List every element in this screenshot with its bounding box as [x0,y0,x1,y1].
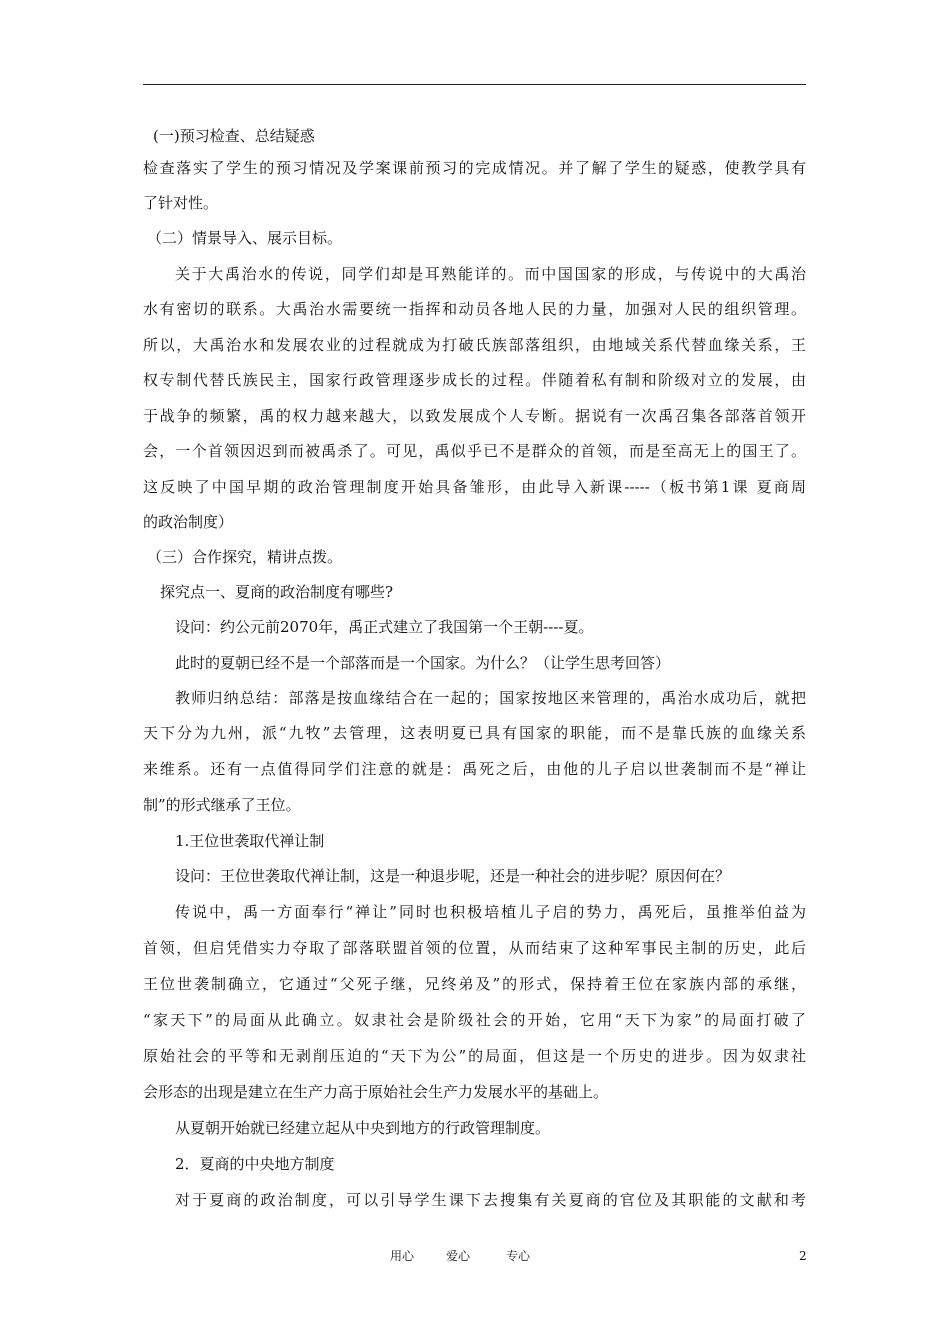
footer-motto-3: 专心 [506,1249,531,1263]
page-number: 2 [799,1249,807,1263]
paragraph-line: 首领，但启凭借实力夺取了部落联盟首领的位置，从而结束了这种军事民主制的历史，此后 [143,939,806,957]
paragraph-line: 水有密切的联系。大禹治水需要统一指挥和动员各地人民的力量，加强对人民的组织管理。 [143,300,806,318]
paragraph-line: “家天下”的局面从此确立。奴隶社会是阶级社会的开始，它用“天下为家”的局面打破了 [143,1011,806,1029]
numbered-heading-1: 1.王位世袭取代禅让制 [175,832,325,850]
paragraph-line: 于战争的频繁，禹的权力越来越大，以致发展成个人专断。据说有一次禹召集各部落首领开 [143,407,806,425]
section-heading-2: （二）情景导入、展示目标。 [147,229,343,247]
subsection-heading: 探究点一、夏商的政治制度有哪些? [160,583,394,601]
section-heading-1: (一)预习检查、总结疑惑 [153,127,315,145]
paragraph-line: 的政治制度） [143,513,234,531]
paragraph-line: 从夏朝开始就已经建立起从中央到地方的行政管理制度。 [175,1119,551,1137]
header-rule [143,84,806,85]
paragraph-line: 教师归纳总结：部落是按血缘结合在一起的；国家按地区来管理的，禹治水成功后，就把 [175,689,806,707]
footer-motto-1: 用心 [390,1249,415,1263]
paragraph-line: 会，一个首领因迟到而被禹杀了。可见，禹似乎已不是群众的首领，而是至高无上的国王了。 [143,442,806,460]
question-line: 设问：约公元前2070年，禹正式建立了我国第一个王朝----夏。 [175,618,594,636]
paragraph-line: 关于大禹治水的传说，同学们却是耳熟能详的。而中国国家的形成，与传说中的大禹治 [175,265,806,283]
paragraph-line: 所以，大禹治水和发展农业的过程就成为打破氏族部落组织，由地域关系代替血缘关系，王 [143,336,806,354]
paragraph-line: 检查落实了学生的预习情况及学案课前预习的完成情况。并了解了学生的疑惑，使教学具有 [143,159,806,177]
section-heading-3: （三）合作探究，精讲点拨。 [147,548,343,566]
paragraph-line: 天下分为九州，派“九牧”去管理，这表明夏已具有国家的职能，而不是靠氏族的血缘关系 [143,724,806,742]
paragraph-line: 传说中，禹一方面奉行“禅让”同时也积极培植儿子启的势力，禹死后，虽推举伯益为 [175,903,806,921]
paragraph-line: 对于夏商的政治制度，可以引导学生课下去搜集有关夏商的官位及其职能的文献和考 [175,1191,806,1209]
paragraph-line: 会形态的出现是建立在生产力高于原始社会生产力发展水平的基础上。 [143,1083,609,1101]
paragraph-line: 此时的夏朝已经不是一个部落而是一个国家。为什么？（让学生思考回答） [175,654,671,672]
paragraph-line: 来维系。还有一点值得同学们注意的就是：禹死之后，由他的儿子启以世袭制而不是“禅让 [143,760,806,778]
paragraph-line: 王位世袭制确立，它通过“父死子继，兄终弟及”的形式，保持着王位在家族内部的承继， [143,975,806,993]
paragraph-line: 了针对性。 [143,194,219,212]
question-line: 设问：王位世袭取代禅让制，这是一种退步呢，还是一种社会的进步呢？原因何在？ [175,867,731,885]
paragraph-line: 这反映了中国早期的政治管理制度开始具备雏形，由此导入新课-----（板书第1课 夏商周 [143,478,806,496]
paragraph-line: 权专制代替氏族民主，国家行政管理逐步成长的过程。伴随着私有制和阶级对立的发展，由 [143,371,806,389]
footer-motto-2: 爱心 [446,1249,471,1263]
numbered-heading-2: 2．夏商的中央地方制度 [175,1155,335,1173]
paragraph-line: 制”的形式继承了王位。 [143,796,301,814]
paragraph-line: 原始社会的平等和无剥削压迫的“天下为公”的局面，但这是一个历史的进步。因为奴隶社 [143,1047,806,1065]
